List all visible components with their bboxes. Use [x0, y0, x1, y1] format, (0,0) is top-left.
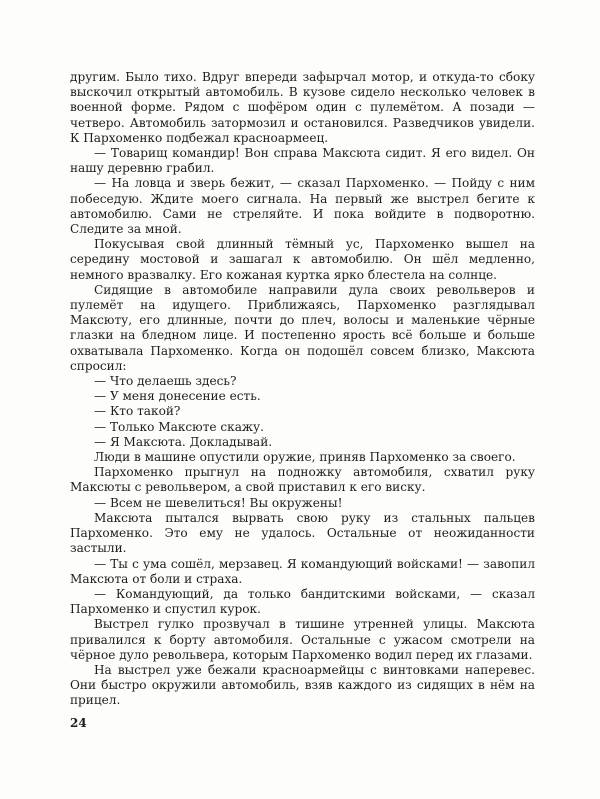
paragraph: — Кто такой? — [94, 404, 181, 419]
paragraph: Люди в машине опустили оружие, приняв Пархоменко за своего. — [94, 450, 516, 465]
paragraph: — Ты с ума сошёл, мерзавец. Я командующий войсками! — завопил Максюта от боли и страха. — [70, 556, 535, 586]
paragraph: — Я Максюта. Докладывай. — [94, 434, 273, 449]
page-text — [70, 70, 535, 709]
paragraph: На выстрел уже бежали красноармейцы с винтовками наперевес. Они быстро окружили автомобиль, взяв каждого из сидящих в нём на прицел. — [70, 662, 535, 708]
paragraph: Максюта пытался вырвать свою руку из стальных пальцев Пархоменко. Это ему не удалось. Остальные от неожиданности застыли. — [70, 510, 535, 556]
paragraph: — Только Максюте скажу. — [94, 419, 265, 434]
paragraph: — Всем не шевелиться! Вы окружены! — [94, 495, 343, 510]
paragraph: Пархоменко прыгнул на подножку автомобиля, схватил руку Максюты с револьвером, а свой приставил к его виску. — [70, 465, 535, 495]
paragraph: — Товарищ командир! Вон справа Максюта сидит. Я его видел. Он нашу деревню грабил. — [70, 146, 535, 176]
paragraph: Выстрел гулко прозвучал в тишине утренней улицы. Максюта привалился к борту автомобиля. Остальные с ужасом смотрели на чёрное дуло револьвера, которым Пархоменко водил перед их глазами. — [70, 617, 535, 662]
paragraph: — Что делаешь здесь? — [94, 374, 237, 389]
paragraph: Покусывая свой длинный тёмный ус, Пархоменко вышел на середину мостовой и зашагал к автомобилю. Он шёл медленно, немного вразвалку. Его кожаная куртка ярко блестела на солнце. — [70, 237, 535, 282]
paragraph: — Командующий, да только бандитскими войсками, — сказал Пархоменко и спустил курок. — [70, 586, 535, 617]
page-number: 24 — [70, 716, 87, 730]
paragraph: другим. Было тихо. Вдруг впереди зафырчал мотор, и откуда-то сбоку выскочил открытый автомобиль. В кузове сидело несколько человек в военной форме. Рядом с шофёром один с пулемётом. А позади — четверо. Автомобиль затормозил и остановился. Разведчиков увидели. К Пархоменко подбежал красноармеец. — [70, 70, 535, 145]
paragraph: — На ловца и зверь бежит, — сказал Пархоменко. — Пойду с ним побеседую. Ждите моего сигнала. На первый же выстрел бегите к автомобилю. Сами не стреляйте. И пока войдите в подворотню. Следите за мной. — [70, 176, 535, 237]
paragraph: — У меня донесение есть. — [94, 389, 261, 404]
paragraph: Сидящие в автомобиле направили дула своих револьверов и пулемёт на идущего. Приближаясь, Пархоменко разглядывал Максюту, его длинные, почти до плеч, волосы и маленькие чёрные глазки на бледном лице. И постепенно ярость всё больше и больше охватывала Пархоменко. Когда он подошёл совсем близко, Максюта спросил: — [70, 282, 535, 373]
